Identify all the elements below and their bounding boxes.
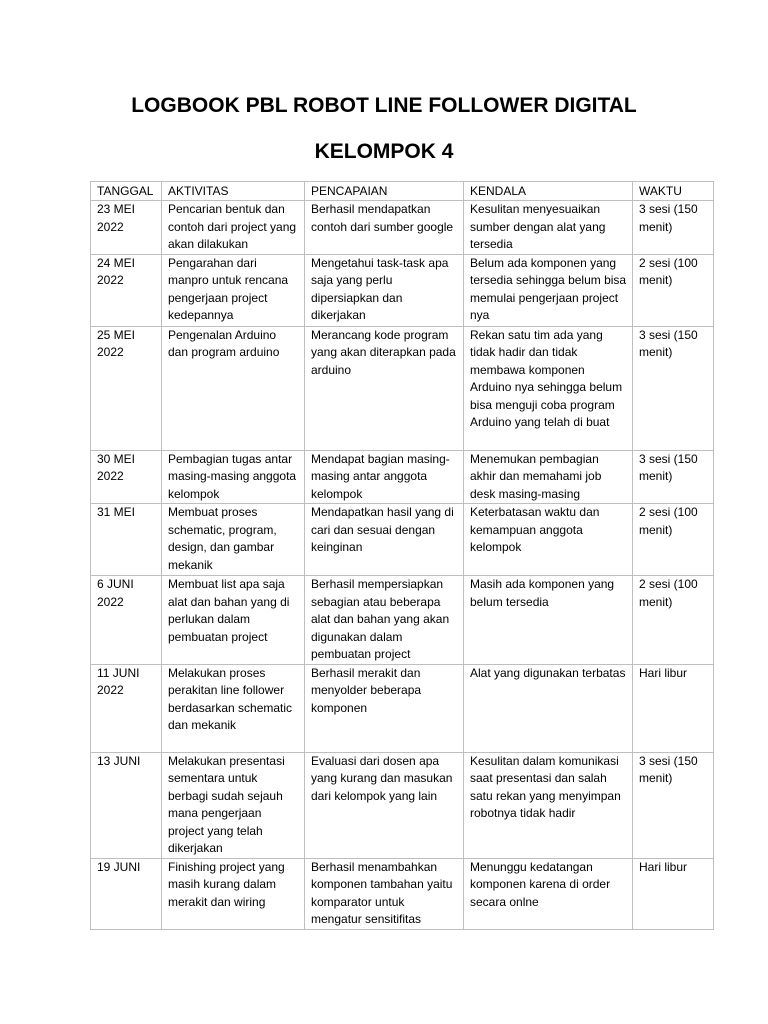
cell-tanggal: 13 JUNI (91, 752, 162, 858)
table-row (91, 858, 714, 929)
table-header (91, 182, 714, 201)
table-row (91, 326, 714, 450)
cell-kendala: Kesulitan dalam komunikasi saat presentasi dan salah satu rekan yang menyimpan robotnya tidak hadir (464, 752, 633, 858)
cell-kendala: Menunggu kedatangan komponen karena di order secara onlne (464, 858, 633, 929)
header-kendala: KENDALA (464, 182, 633, 201)
cell-kendala: Keterbatasan waktu dan kemampuan anggota kelompok (464, 504, 633, 576)
cell-kendala: Kesulitan menyesuaikan sumber dengan alat yang tersedia (464, 201, 633, 255)
cell-aktivitas: Melakukan proses perakitan line follower berdasarkan schematic dan mekanik (162, 664, 305, 752)
header-pencapaian: PENCAPAIAN (305, 182, 464, 201)
table-row (91, 576, 714, 665)
header-waktu: WAKTU (633, 182, 714, 201)
cell-kendala: Belum ada komponen yang tersedia sehingga belum bisa memulai pengerjaan project nya (464, 254, 633, 326)
table-row (91, 664, 714, 752)
cell-kendala: Alat yang digunakan terbatas (464, 664, 633, 752)
cell-waktu: 3 sesi (150 menit) (633, 450, 714, 504)
cell-pencapaian: Berhasil merakit dan menyolder beberapa komponen (305, 664, 464, 752)
cell-waktu: 3 sesi (150 menit) (633, 201, 714, 255)
cell-tanggal: 6 JUNI 2022 (91, 576, 162, 665)
cell-tanggal: 25 MEI 2022 (91, 326, 162, 450)
cell-pencapaian: Mendapatkan hasil yang di cari dan sesuai dengan keinginan (305, 504, 464, 576)
header-aktivitas: AKTIVITAS (162, 182, 305, 201)
header-row (91, 182, 714, 201)
cell-pencapaian: Berhasil mendapatkan contoh dari sumber google (305, 201, 464, 255)
cell-aktivitas: Membuat proses schematic, program, design, dan gambar mekanik (162, 504, 305, 576)
cell-pencapaian: Berhasil mempersiapkan sebagian atau beberapa alat dan bahan yang akan digunakan dalam pembuatan project (305, 576, 464, 665)
cell-waktu: 2 sesi (100 menit) (633, 254, 714, 326)
cell-pencapaian: Mendapat bagian masing-masing antar anggota kelompok (305, 450, 464, 504)
cell-kendala: Masih ada komponen yang belum tersedia (464, 576, 633, 665)
table-body (91, 201, 714, 930)
cell-waktu: Hari libur (633, 664, 714, 752)
cell-tanggal: 23 MEI 2022 (91, 201, 162, 255)
table-row (91, 254, 714, 326)
cell-tanggal: 11 JUNI 2022 (91, 664, 162, 752)
cell-kendala: Menemukan pembagian akhir dan memahami job desk masing-masing (464, 450, 633, 504)
cell-waktu: 2 sesi (100 menit) (633, 576, 714, 665)
cell-waktu: 3 sesi (150 menit) (633, 752, 714, 858)
page-title: LOGBOOK PBL ROBOT LINE FOLLOWER DIGITAL (131, 94, 637, 117)
cell-waktu: 3 sesi (150 menit) (633, 326, 714, 450)
cell-waktu: Hari libur (633, 858, 714, 929)
table-row (91, 450, 714, 504)
cell-tanggal: 24 MEI 2022 (91, 254, 162, 326)
cell-aktivitas: Pengarahan dari manpro untuk rencana pengerjaan project kedepannya (162, 254, 305, 326)
cell-aktivitas: Melakukan presentasi sementara untuk berbagi sudah sejauh mana pengerjaan project yang telah dikerjakan (162, 752, 305, 858)
cell-aktivitas: Pencarian bentuk dan contoh dari project yang akan dilakukan (162, 201, 305, 255)
page-subtitle: KELOMPOK 4 (314, 140, 454, 163)
cell-aktivitas: Membuat list apa saja alat dan bahan yang di perlukan dalam pembuatan project (162, 576, 305, 665)
logbook-table (90, 181, 714, 930)
cell-pencapaian: Berhasil menambahkan komponen tambahan yaitu komparator untuk mengatur sensitifitas (305, 858, 464, 929)
header-tanggal: TANGGAL (91, 182, 162, 201)
cell-aktivitas: Finishing project yang masih kurang dalam merakit dan wiring (162, 858, 305, 929)
cell-pencapaian: Mengetahui task-task apa saja yang perlu dipersiapkan dan dikerjakan (305, 254, 464, 326)
cell-tanggal: 19 JUNI (91, 858, 162, 929)
table-row (91, 504, 714, 576)
cell-pencapaian: Merancang kode program yang akan diterapkan pada arduino (305, 326, 464, 450)
cell-aktivitas: Pembagian tugas antar masing-masing anggota kelompok (162, 450, 305, 504)
table-row (91, 752, 714, 858)
table-row (91, 201, 714, 255)
cell-aktivitas: Pengenalan Arduino dan program arduino (162, 326, 305, 450)
cell-tanggal: 31 MEI (91, 504, 162, 576)
cell-tanggal: 30 MEI 2022 (91, 450, 162, 504)
cell-waktu: 2 sesi (100 menit) (633, 504, 714, 576)
cell-kendala: Rekan satu tim ada yang tidak hadir dan tidak membawa komponen Arduino nya sehingga belum bisa menguji coba program Arduino yang telah di buat (464, 326, 633, 450)
cell-pencapaian: Evaluasi dari dosen apa yang kurang dan masukan dari kelompok yang lain (305, 752, 464, 858)
